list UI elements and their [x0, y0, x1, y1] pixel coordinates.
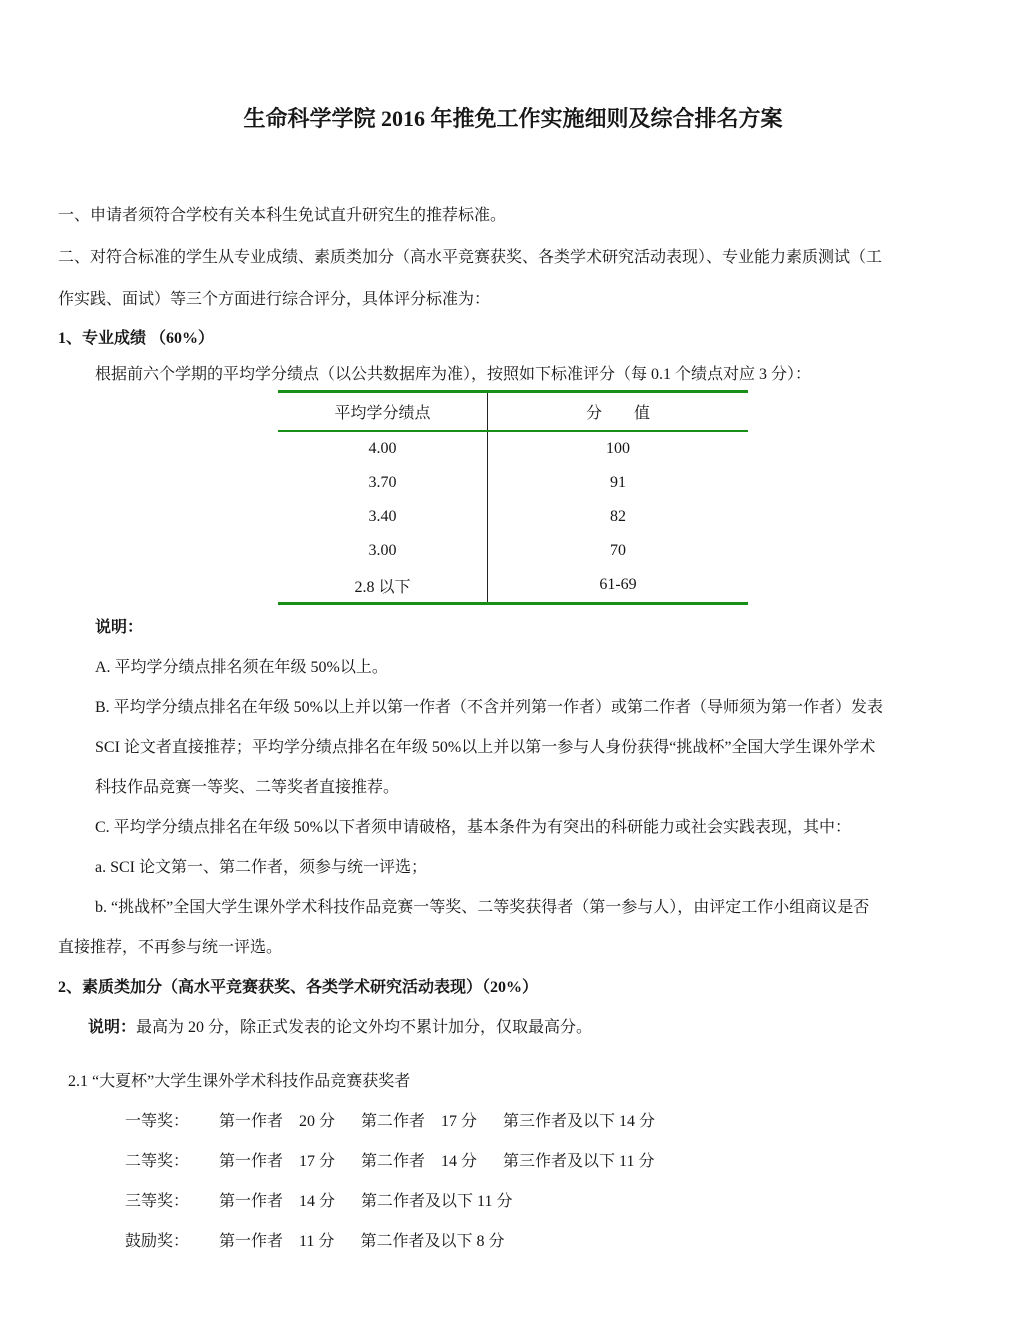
table-header-score: 分 值 [585, 405, 650, 422]
section2-sub1-heading: 2.1 “大夏杯”大学生课外学术科技作品竞赛获奖者 [68, 1072, 411, 1090]
table-row [278, 568, 748, 602]
section1-intro: 根据前六个学期的平均学分绩点（以公共数据库为准），按照如下标准评分（每 0.1 个绩点对应 3 分）： [95, 365, 812, 383]
award-label: 一等奖： [125, 1112, 190, 1130]
score-value: 100 [606, 440, 630, 457]
table-row [278, 432, 748, 466]
section2-notes-label: 说明： [88, 1018, 137, 1036]
section1-note-c-item-b-line-2: 直接推荐，不再参与统一评选。 [58, 938, 283, 956]
score-value: 70 [610, 542, 626, 559]
award-row-first-prize [58, 1099, 968, 1139]
award-row-third-prize [58, 1179, 968, 1219]
award-segment: 第三作者及以下 14 分 [503, 1112, 656, 1130]
award-row-second-prize [58, 1139, 968, 1179]
score-value: 61-69 [599, 576, 637, 593]
award-segment: 第一作者 20 分 [219, 1112, 336, 1130]
table-row [278, 466, 748, 500]
table-header-row [278, 393, 748, 432]
section1-note-c-item-a: a. SCI 论文第一、第二作者，须参与统一评选； [95, 858, 428, 876]
intro-item-2-line-2: 作实践、面试）等三个方面进行综合评分，具体评分标准为： [58, 290, 491, 308]
section1-note-c: C. 平均学分绩点排名在年级 50%以下者须申请破格，基本条件为有突出的科研能力或社会实践表现，其中： [95, 818, 852, 836]
award-label: 鼓励奖： [125, 1232, 190, 1250]
award-label: 二等奖： [125, 1152, 190, 1170]
award-segment: 第一作者 14 分 [219, 1192, 336, 1210]
section1-note-b-line-1: B. 平均学分绩点排名在年级 50%以上并以第一作者（不含并列第一作者）或第二作者（导师须为第一作者）发表 [95, 698, 884, 716]
section2-notes-line [58, 1005, 968, 1045]
award-segment: 第二作者 17 分 [361, 1112, 478, 1130]
table-row [278, 534, 748, 568]
section1-notes-label: 说明： [95, 618, 144, 636]
section1-note-b-line-2: SCI 论文者直接推荐；平均学分绩点排名在年级 50%以上并以第一参与人身份获得“挑战杯”全国大学生课外学术 [95, 738, 876, 756]
award-segment: 第二作者及以下 8 分 [360, 1232, 505, 1250]
award-segment: 第二作者及以下 11 分 [361, 1192, 513, 1210]
document-title: 生命科学学院 2016 年推免工作实施细则及综合排名方案 [243, 105, 783, 131]
award-label: 三等奖： [125, 1192, 190, 1210]
gpa-value: 3.70 [278, 466, 488, 500]
section1-note-b-line-3: 科技作品竞赛一等奖、二等奖者直接推荐。 [95, 778, 400, 796]
award-row-encouragement-prize [58, 1219, 968, 1259]
award-segment: 第二作者 14 分 [361, 1152, 478, 1170]
award-segment: 第一作者 17 分 [219, 1152, 336, 1170]
gpa-value: 2.8 以下 [278, 568, 488, 602]
gpa-value: 3.00 [278, 534, 488, 568]
gpa-value: 4.00 [278, 432, 488, 466]
section1-note-a: A. 平均学分绩点排名须在年级 50%以上。 [95, 658, 388, 676]
intro-item-1: 一、申请者须符合学校有关本科生免试直升研究生的推荐标准。 [58, 206, 507, 224]
section2-heading: 2、素质类加分（高水平竞赛获奖、各类学术研究活动表现）（20%） [58, 978, 539, 996]
score-value: 82 [610, 508, 626, 525]
gpa-value: 3.40 [278, 500, 488, 534]
score-value: 91 [610, 474, 626, 491]
award-segment: 第一作者 11 分 [219, 1232, 335, 1250]
section2-notes-text: 最高为 20 分，除正式发表的论文外均不累计加分，仅取最高分。 [136, 1018, 593, 1036]
award-segment: 第三作者及以下 11 分 [503, 1152, 655, 1170]
section1-note-c-item-b-line-1: b. “挑战杯”全国大学生课外学术科技作品竞赛一等奖、二等奖获得者（第一参与人），由评定工作小组商议是否 [95, 898, 870, 916]
table-header-gpa: 平均学分绩点 [278, 393, 488, 430]
table-row [278, 500, 748, 534]
intro-item-2-line-1: 二、对符合标准的学生从专业成绩、素质类加分（高水平竞赛获奖、各类学术研究活动表现）、专业能力素质测试（工 [58, 248, 883, 266]
gpa-score-table [278, 390, 748, 605]
section1-heading: 1、专业成绩 （60%） [58, 329, 215, 347]
